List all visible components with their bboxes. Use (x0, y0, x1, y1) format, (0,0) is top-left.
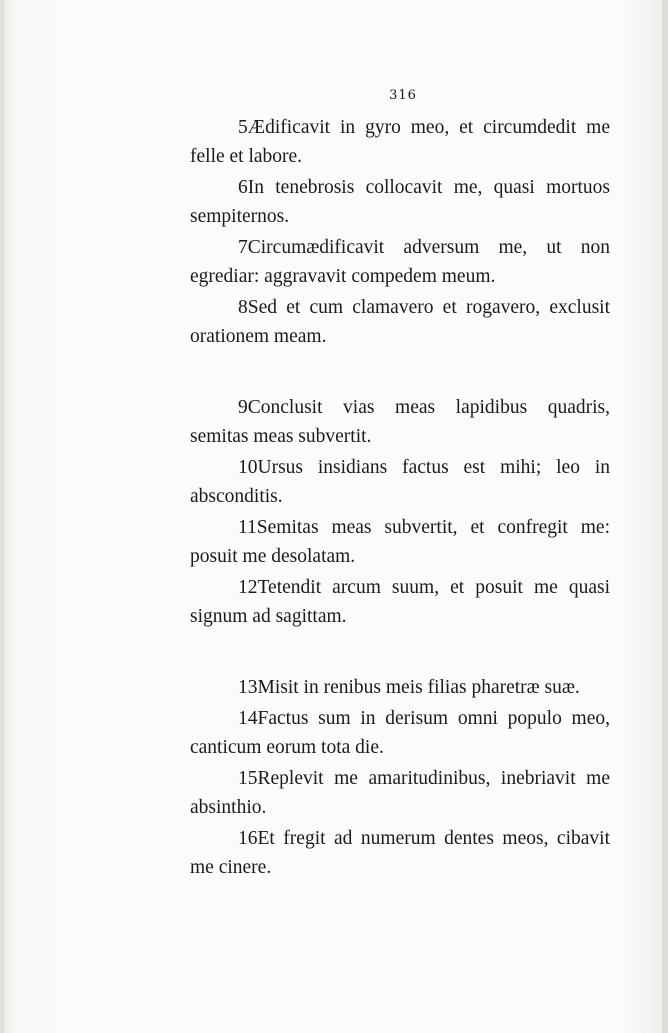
verse (190, 293, 610, 351)
verse (190, 824, 610, 882)
verse-text: Misit in renibus meis filias pharetræ suæ. (257, 677, 580, 698)
verse-text: Tetendit arcum suum, et posuit me quasi signum ad sagittam. (190, 577, 610, 627)
verse-number: 14 (238, 708, 258, 729)
verse-text: Replevit me amaritudinibus, inebriavit me absinthio. (190, 768, 610, 818)
verse-text: Ædificavit in gyro meo, et circumdedit me felle et labore. (190, 117, 610, 167)
verse (190, 173, 610, 231)
verse (190, 673, 610, 702)
verse-text: Sed et cum clamavero et rogavero, exclusit orationem meam. (190, 297, 610, 347)
verse-text: Factus sum in derisum omni populo meo, canticum eorum tota die. (190, 708, 610, 758)
verse-number: 13 (238, 677, 258, 698)
verse-group-2 (190, 393, 610, 631)
page-number: 316 (389, 88, 417, 103)
verse-text: Circumædificavit adversum me, ut non egrediar: aggravavit compedem meum. (190, 237, 610, 287)
verse-number: 16 (238, 828, 258, 849)
verse-number: 11 (238, 517, 257, 538)
verse-group-3 (190, 673, 610, 882)
verse (190, 453, 610, 511)
stanza-gap (190, 353, 610, 393)
verse-text: Conclusit vias meas lapidibus quadris, semitas meas subvertit. (190, 397, 610, 447)
verse (190, 513, 610, 571)
verse (190, 573, 610, 631)
verse-text: Et fregit ad numerum dentes meos, cibavit me cinere. (190, 828, 610, 878)
verse (190, 764, 610, 822)
verse-group-1 (190, 113, 610, 351)
verse-number: 5 (238, 117, 248, 138)
verse-number: 6 (238, 177, 248, 198)
verse-text-block (190, 113, 610, 884)
page-left-edge (0, 0, 4, 1033)
verse-number: 15 (238, 768, 258, 789)
stanza-gap (190, 633, 610, 673)
verse-number: 8 (238, 297, 248, 318)
verse-text: In tenebrosis collocavit me, quasi mortuos sempiternos. (190, 177, 610, 227)
verse (190, 233, 610, 291)
verse-text: Semitas meas subvertit, et confregit me: posuit me desolatam. (190, 517, 610, 567)
verse-number: 7 (238, 237, 248, 258)
verse (190, 704, 610, 762)
verse-number: 9 (238, 397, 248, 418)
verse (190, 113, 610, 171)
verse-text: Ursus insidians factus est mihi; leo in absconditis. (190, 457, 610, 507)
verse-number: 10 (238, 457, 258, 478)
verse-number: 12 (238, 577, 258, 598)
verse (190, 393, 610, 451)
page-right-edge (662, 0, 668, 1033)
